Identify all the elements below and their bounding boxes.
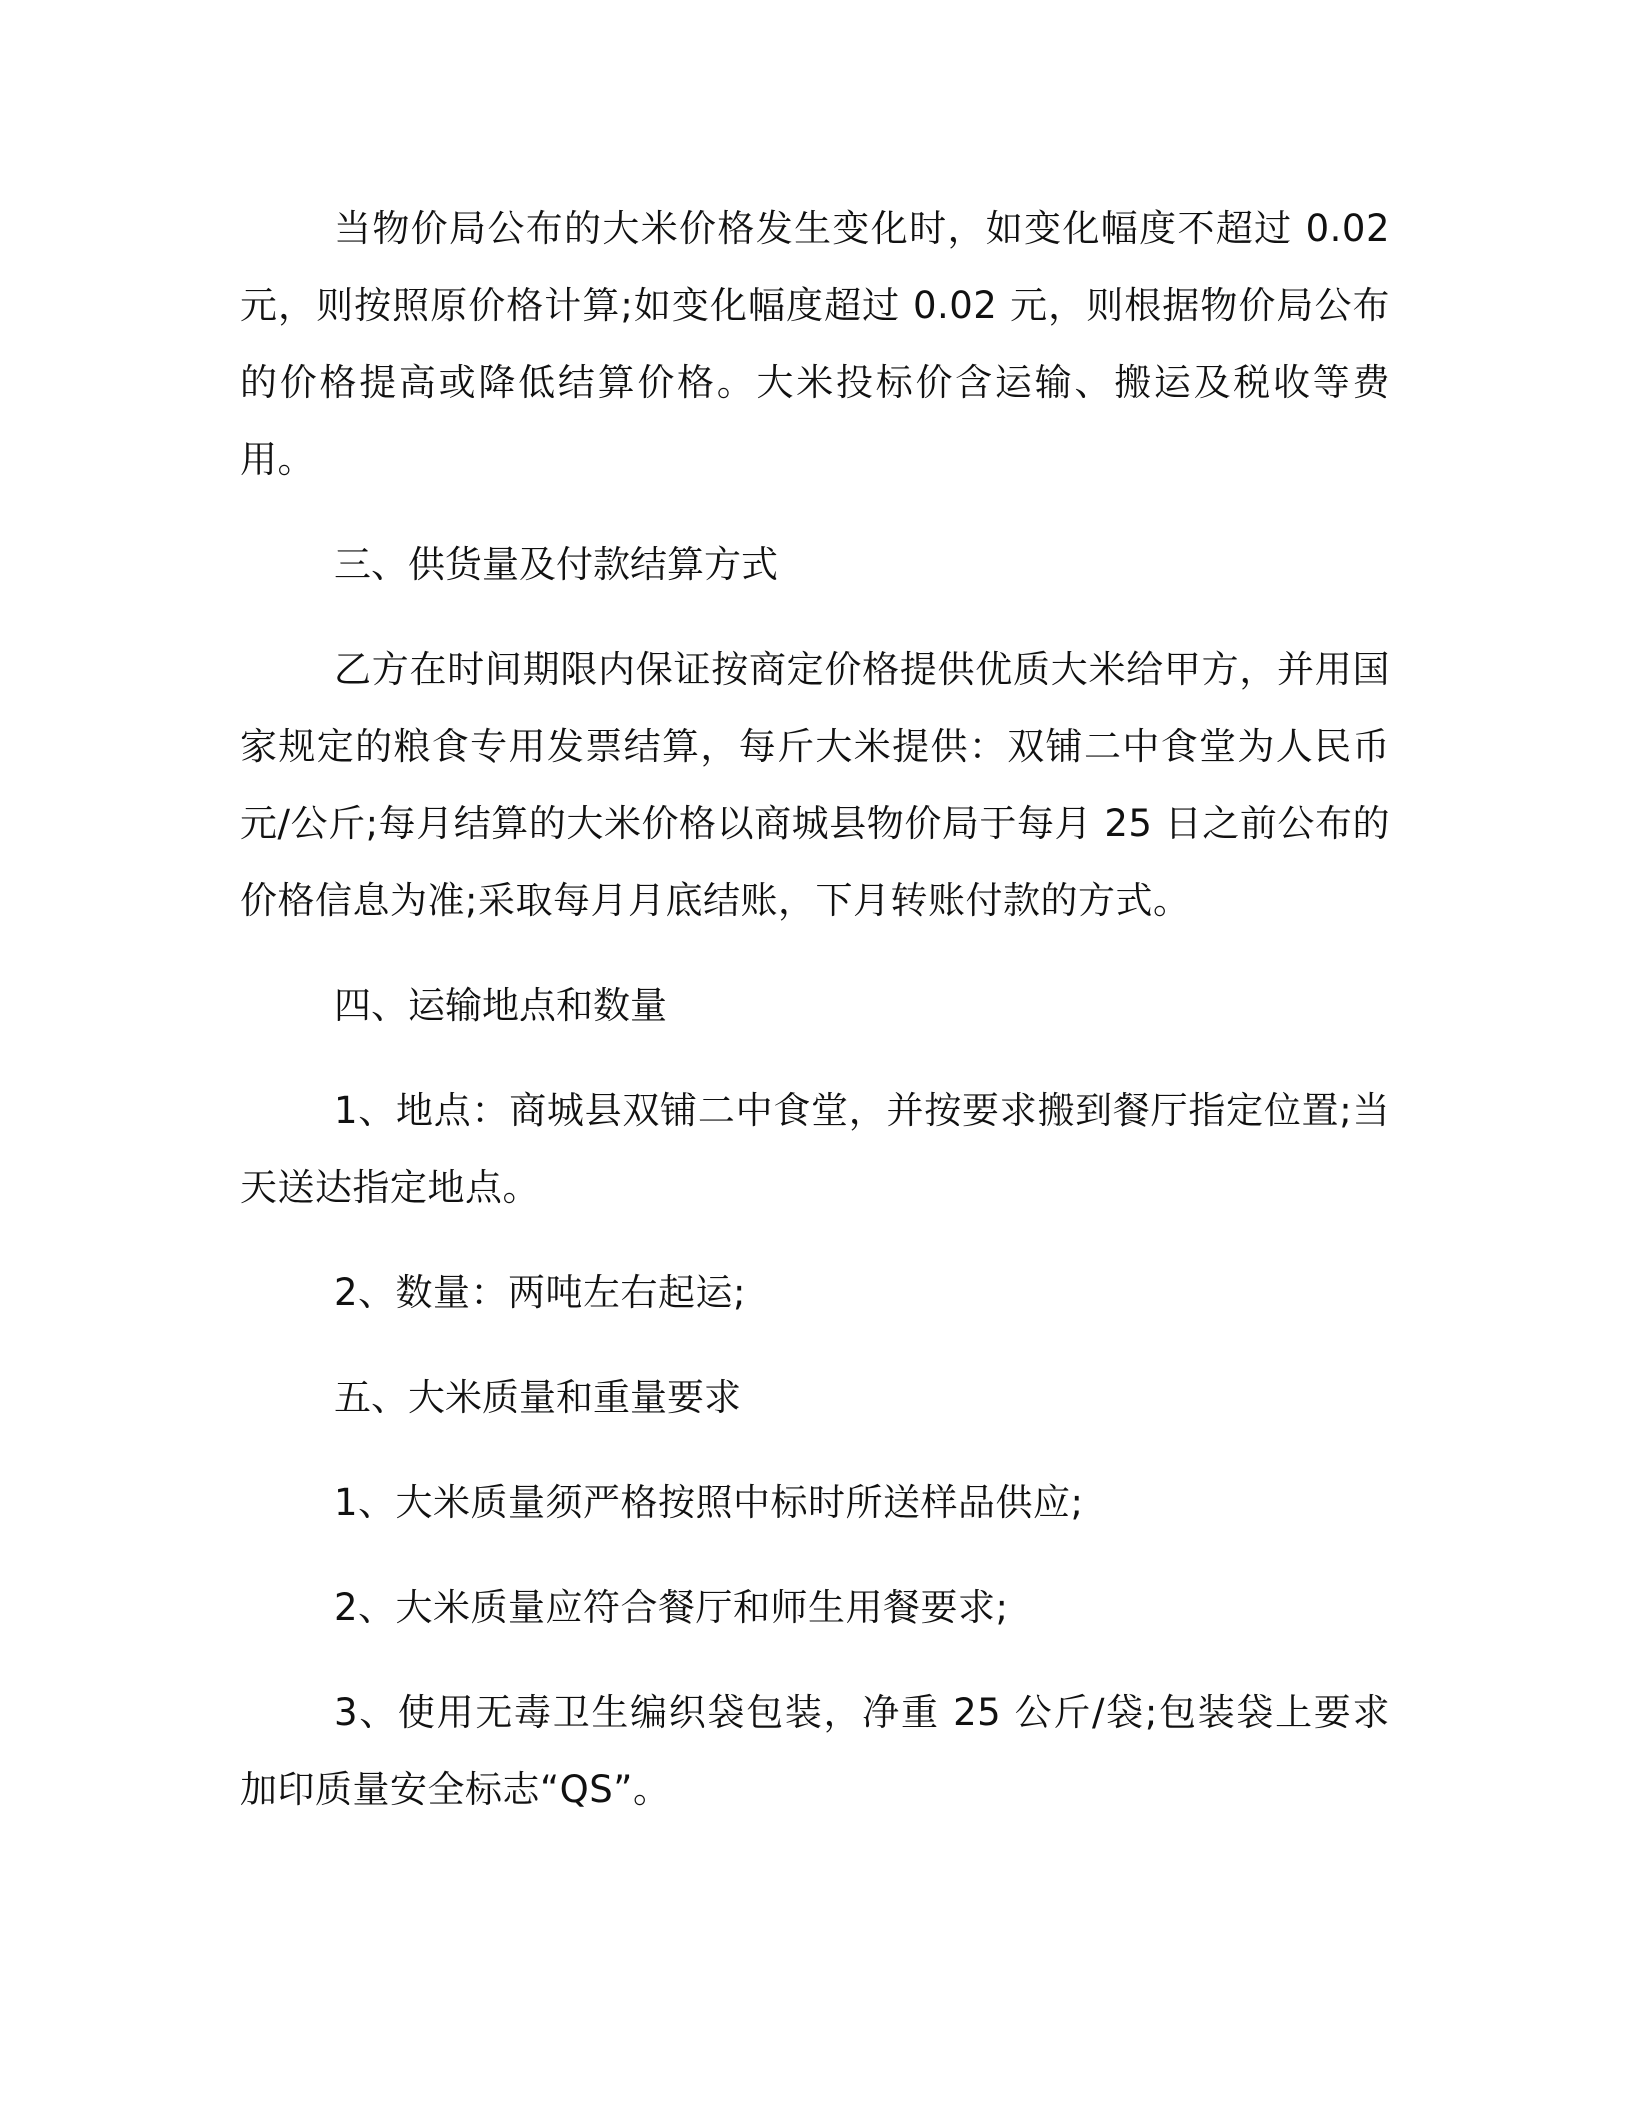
paragraph-quality-1: 1、大米质量须严格按照中标时所送样品供应; [334, 1481, 1084, 1524]
paragraph-quality-3: 3、使用无毒卫生编织袋包装，净重 25 公斤/袋;包装袋上要求加印质量安全标志“QS”。 [240, 1691, 1390, 1811]
spacer [240, 1044, 1390, 1072]
spacer [240, 1331, 1390, 1359]
paragraph-supply-payment: 乙方在时间期限内保证按商定价格提供优质大米给甲方，并用国家规定的粮食专用发票结算，每斤大米提供：双铺二中食堂为人民币元/公斤;每月结算的大米价格以商城县物价局于每月 25 日之前公布的价格信息为准;采取每月月底结账，下月转账付款的方式。 [240, 648, 1390, 922]
paragraph-location: 1、地点：商城县双铺二中食堂，并按要求搬到餐厅指定位置;当天送达指定地点。 [240, 1089, 1390, 1209]
section-heading-4: 四、运输地点和数量 [334, 984, 667, 1027]
paragraph-quantity: 2、数量：两吨左右起运; [334, 1271, 747, 1314]
paragraph-price-adjustment: 当物价局公布的大米价格发生变化时，如变化幅度不超过 0.02 元，则按照原价格计算;如变化幅度超过 0.02 元，则根据物价局公布的价格提高或降低结算价格。大米投标价含运输、搬运及税收等费用。 [240, 207, 1390, 481]
section-heading-5: 五、大米质量和重量要求 [334, 1376, 741, 1419]
spacer [240, 498, 1390, 526]
document-page [240, 190, 1390, 1828]
spacer [240, 1541, 1390, 1569]
spacer [240, 603, 1390, 631]
spacer [240, 1436, 1390, 1464]
spacer [240, 1646, 1390, 1674]
spacer [240, 1226, 1390, 1254]
paragraph-quality-2: 2、大米质量应符合餐厅和师生用餐要求; [334, 1586, 1009, 1629]
spacer [240, 939, 1390, 967]
section-heading-3: 三、供货量及付款结算方式 [334, 543, 778, 586]
